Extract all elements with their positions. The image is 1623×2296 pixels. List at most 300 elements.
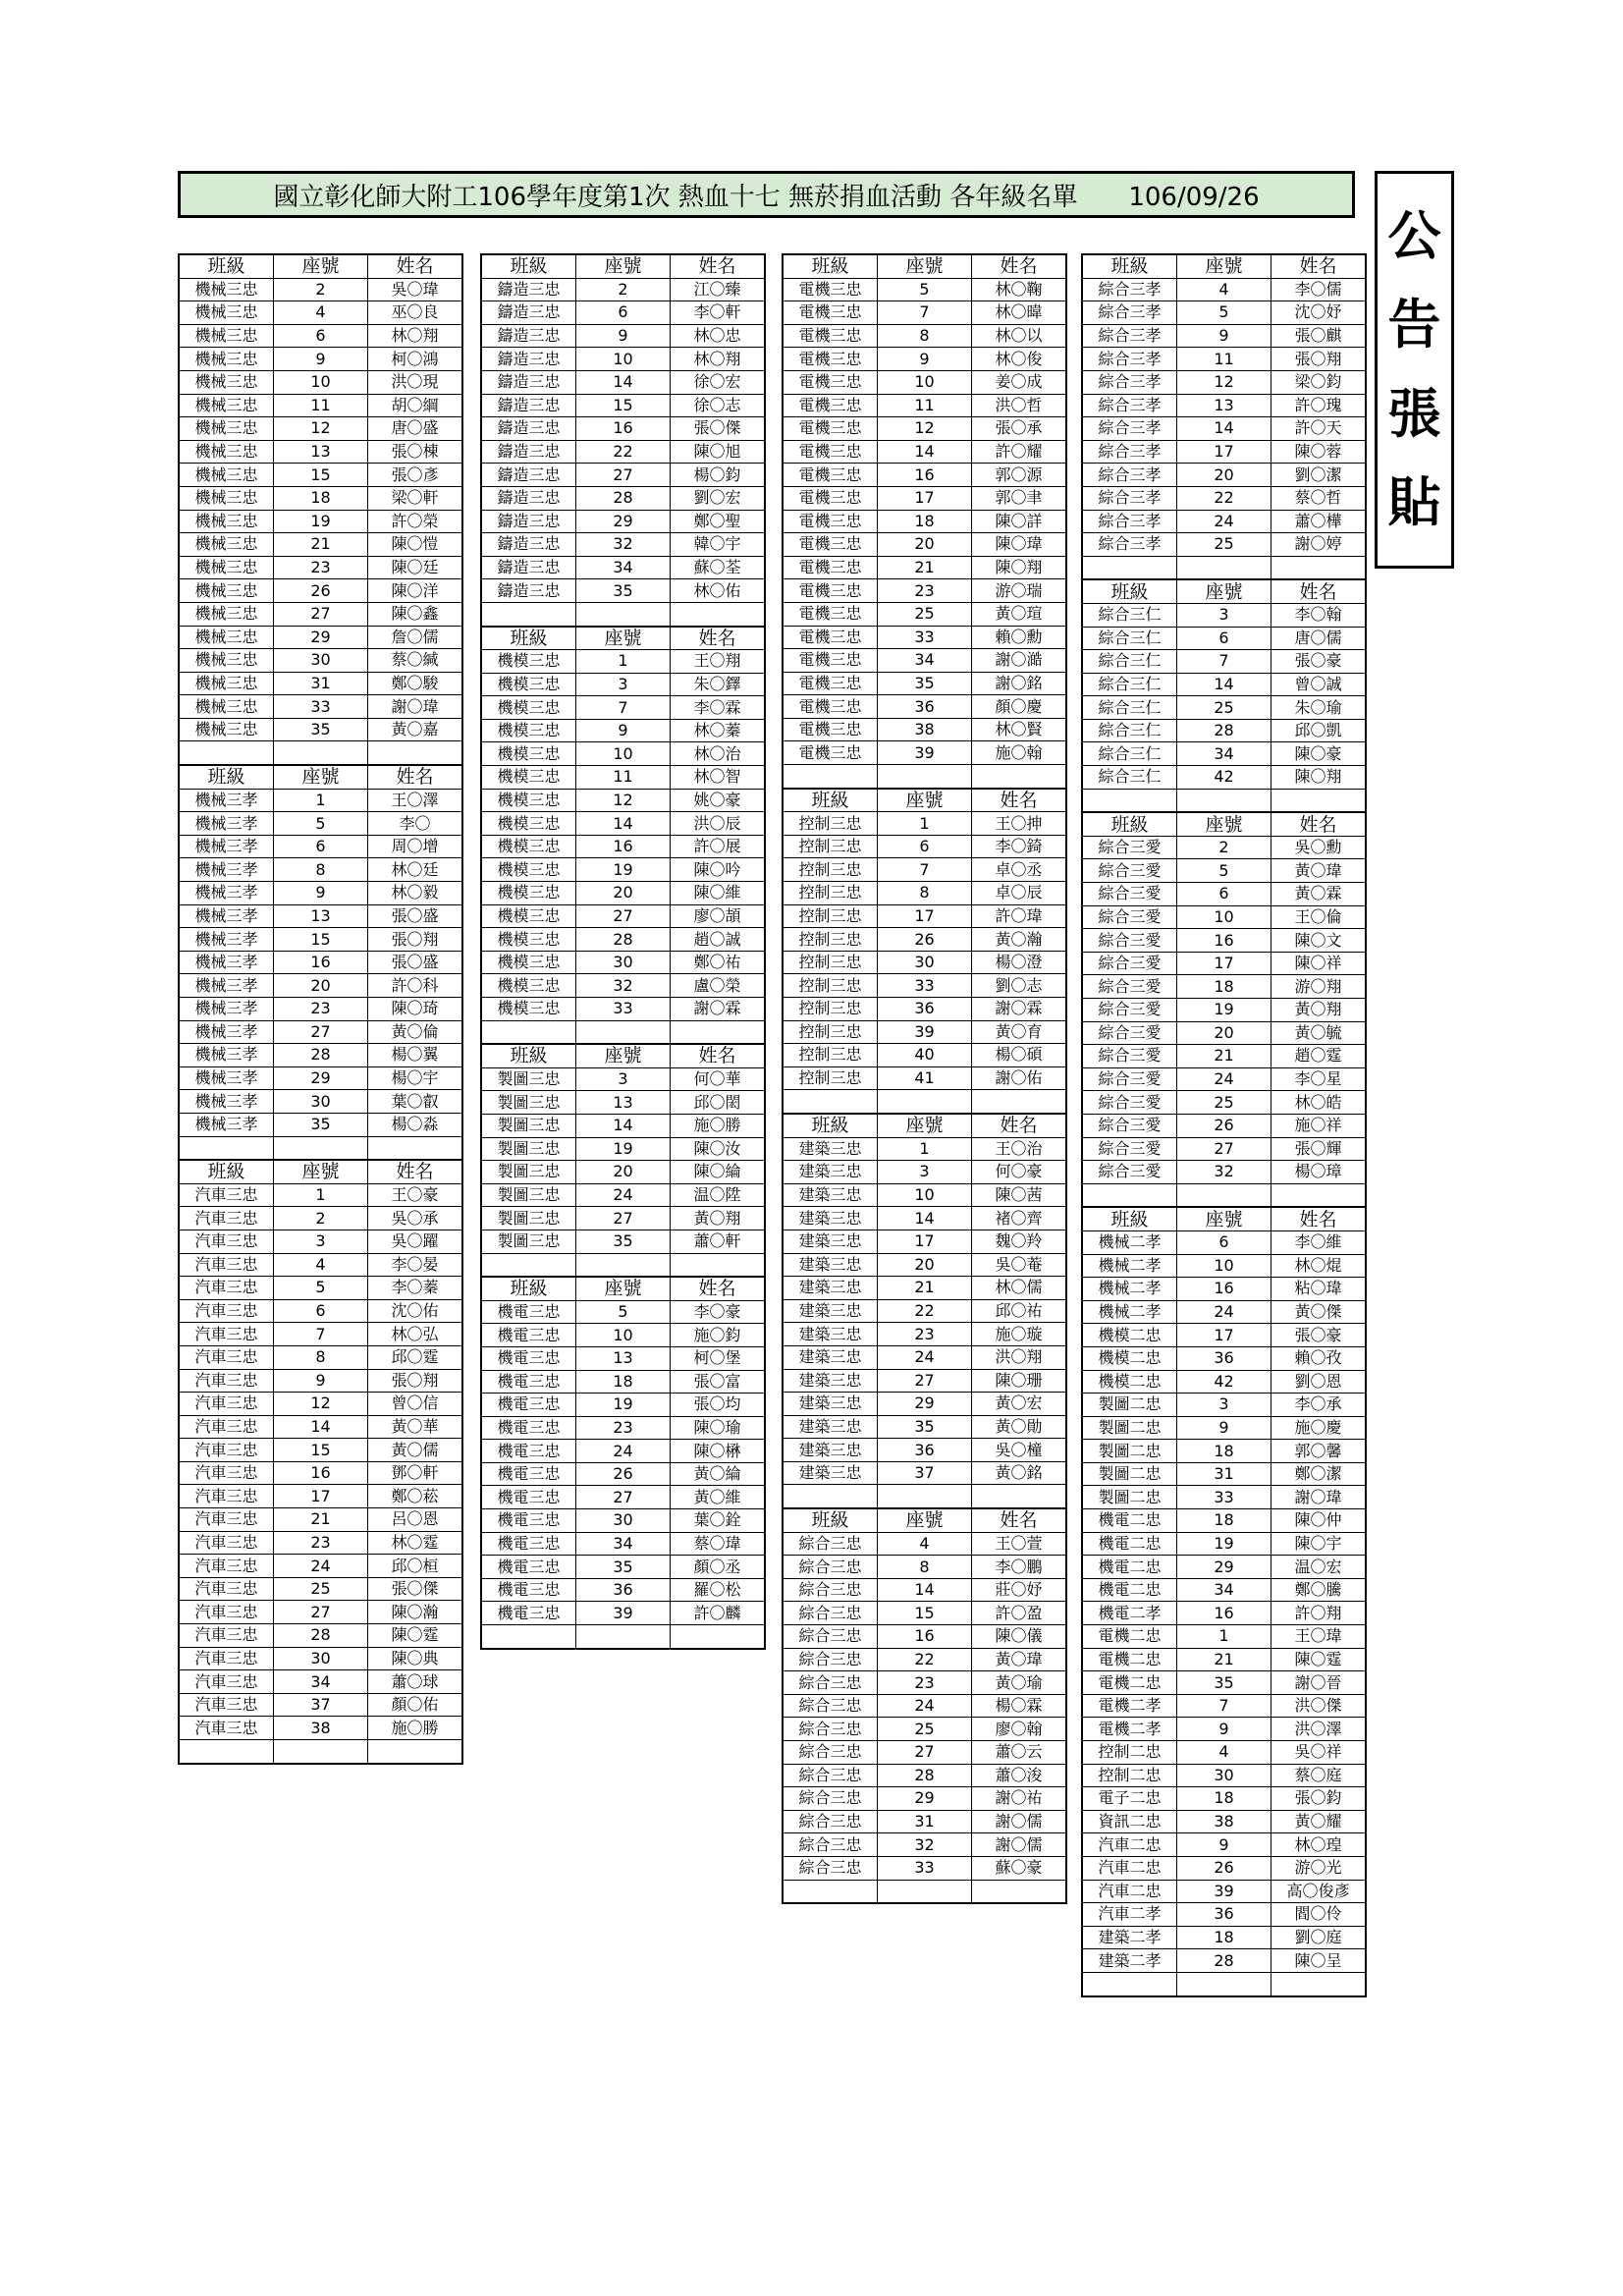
- empty-cell: [783, 765, 878, 789]
- class-cell: 機電三忠: [481, 1440, 576, 1463]
- table-row: [179, 974, 462, 998]
- name-cell: 陳〇典: [368, 1647, 463, 1670]
- name-cell: 林〇霆: [368, 1531, 463, 1555]
- name-cell: 王〇治: [972, 1137, 1067, 1161]
- class-cell: 機械三忠: [179, 440, 274, 464]
- table-row: [783, 812, 1066, 836]
- table-row: [1082, 1346, 1366, 1370]
- table-row: [783, 1556, 1066, 1579]
- table-row: [783, 1671, 1066, 1695]
- table-row: [783, 602, 1066, 626]
- table-row: [179, 1577, 462, 1601]
- table-row: [783, 1461, 1066, 1485]
- class-cell: 控制三忠: [783, 835, 878, 858]
- name-cell: 黃〇育: [972, 1020, 1067, 1044]
- table-row: [783, 741, 1066, 765]
- class-cell: 機模三忠: [481, 766, 576, 790]
- seat-cell: 21: [274, 533, 368, 557]
- seat-cell: 8: [878, 324, 972, 348]
- name-cell: 黃〇瑜: [972, 1671, 1067, 1695]
- seat-cell: 35: [576, 1230, 671, 1253]
- header-class-label: 班級: [1082, 1207, 1177, 1230]
- class-cell: 機電三忠: [481, 1486, 576, 1509]
- name-cell: 陳〇瑋: [972, 533, 1067, 557]
- class-cell: 汽車三忠: [179, 1693, 274, 1717]
- table-row: [481, 1462, 765, 1486]
- name-cell: 曾〇誠: [1271, 673, 1367, 696]
- seat-cell: 23: [878, 1671, 972, 1695]
- empty-cell: [1271, 1183, 1367, 1207]
- table-row: [1082, 836, 1366, 859]
- seat-cell: 20: [878, 1253, 972, 1277]
- empty-cell: [1271, 556, 1367, 579]
- name-cell: 吳〇菴: [972, 1253, 1067, 1277]
- name-cell: 許〇麟: [671, 1602, 766, 1625]
- name-cell: 陳〇吟: [671, 858, 766, 882]
- name-cell: 邱〇閎: [671, 1091, 766, 1115]
- name-cell: 黃〇瑋: [1271, 859, 1367, 883]
- table-row: [481, 1207, 765, 1230]
- table-row: [481, 464, 765, 487]
- name-cell: 廖〇翰: [972, 1718, 1067, 1741]
- header-name-label: 姓名: [972, 1114, 1067, 1137]
- table-header-row: [783, 789, 1066, 812]
- table-row: [783, 1323, 1066, 1346]
- name-cell: 楊〇翼: [368, 1044, 463, 1067]
- seat-cell: 30: [274, 1647, 368, 1670]
- name-cell: 施〇祥: [1271, 1114, 1367, 1137]
- seat-cell: 15: [274, 928, 368, 952]
- name-cell: 陳〇珊: [972, 1369, 1067, 1393]
- class-cell: 建築三忠: [783, 1369, 878, 1393]
- seat-cell: 5: [576, 1300, 671, 1324]
- name-cell: 黃〇翔: [1271, 999, 1367, 1022]
- group-spacer-row: [783, 765, 1066, 789]
- header-class-label: 班級: [783, 254, 878, 278]
- seat-cell: 8: [878, 882, 972, 905]
- name-cell: 盧〇榮: [671, 974, 766, 998]
- table-row: [179, 1439, 462, 1462]
- name-cell: 林〇忠: [671, 324, 766, 348]
- name-cell: 黃〇嘉: [368, 718, 463, 741]
- class-cell: 建築三忠: [783, 1415, 878, 1439]
- seat-cell: 6: [576, 301, 671, 325]
- class-cell: 機電二忠: [1082, 1509, 1177, 1533]
- empty-cell: [671, 1020, 766, 1044]
- table-row: [783, 695, 1066, 719]
- table-row: [783, 1393, 1066, 1416]
- table-row: [783, 1369, 1066, 1393]
- class-cell: 電機三忠: [783, 672, 878, 695]
- header-name-label: 姓名: [972, 1508, 1067, 1532]
- table-row: [1082, 486, 1366, 510]
- table-row: [481, 1161, 765, 1184]
- name-cell: 謝〇婷: [1271, 533, 1367, 557]
- name-cell: 張〇傑: [368, 1577, 463, 1601]
- seat-cell: 3: [576, 673, 671, 696]
- table-row: [179, 904, 462, 928]
- seat-cell: 17: [1177, 440, 1271, 464]
- header-seat-label: 座號: [1177, 579, 1271, 603]
- class-cell: 建築三忠: [783, 1461, 878, 1485]
- table-row: [1082, 394, 1366, 417]
- class-cell: 製圖三忠: [481, 1137, 576, 1161]
- name-cell: 楊〇碩: [972, 1044, 1067, 1067]
- seat-cell: 14: [1177, 673, 1271, 696]
- name-cell: 蕭〇樺: [1271, 510, 1367, 533]
- class-cell: 綜合三仁: [1082, 627, 1177, 650]
- table-row: [481, 1183, 765, 1207]
- empty-cell: [576, 602, 671, 626]
- seat-cell: 21: [1177, 1045, 1271, 1068]
- trailing-blank-row: [481, 1625, 765, 1649]
- class-cell: 汽車三忠: [179, 1299, 274, 1323]
- class-cell: 綜合三忠: [783, 1787, 878, 1811]
- seat-cell: 38: [878, 718, 972, 741]
- class-cell: 綜合三仁: [1082, 673, 1177, 696]
- class-cell: 機械三孝: [179, 928, 274, 952]
- class-cell: 機電三忠: [481, 1602, 576, 1625]
- seat-cell: 16: [576, 835, 671, 858]
- seat-cell: 22: [878, 1648, 972, 1671]
- seat-cell: 10: [1177, 1254, 1271, 1278]
- seat-cell: 28: [1177, 1949, 1271, 1973]
- name-cell: 張〇盛: [368, 904, 463, 928]
- class-cell: 建築三忠: [783, 1207, 878, 1230]
- header-name-label: 姓名: [1271, 254, 1367, 278]
- class-cell: 綜合三仁: [1082, 650, 1177, 674]
- name-cell: 張〇承: [972, 417, 1067, 441]
- table-header-row: [1082, 579, 1366, 603]
- seat-cell: 30: [576, 1509, 671, 1533]
- seat-cell: 24: [1177, 510, 1271, 533]
- table-row: [1082, 1949, 1366, 1973]
- class-cell: 汽車三忠: [179, 1555, 274, 1578]
- seat-cell: 14: [878, 1207, 972, 1230]
- seat-cell: 17: [1177, 952, 1271, 975]
- seat-cell: 17: [878, 904, 972, 928]
- name-cell: 許〇盈: [972, 1602, 1067, 1625]
- table-row: [481, 858, 765, 882]
- name-cell: 張〇輝: [1271, 1137, 1367, 1161]
- table-row: [1082, 883, 1366, 906]
- class-cell: 鑄造三忠: [481, 510, 576, 533]
- name-cell: 陳〇宇: [1271, 1532, 1367, 1556]
- table-row: [179, 579, 462, 603]
- class-cell: 綜合三愛: [1082, 952, 1177, 975]
- class-cell: 製圖三忠: [481, 1067, 576, 1091]
- class-cell: 機械二孝: [1082, 1278, 1177, 1301]
- name-cell: 張〇豪: [1271, 650, 1367, 674]
- class-cell: 汽車三忠: [179, 1439, 274, 1462]
- name-cell: 賴〇孜: [1271, 1346, 1367, 1370]
- class-cell: 機模三忠: [481, 974, 576, 998]
- seat-cell: 9: [1177, 1416, 1271, 1440]
- table-row: [783, 278, 1066, 301]
- table-row: [1082, 1370, 1366, 1394]
- seat-cell: 7: [1177, 1694, 1271, 1718]
- name-cell: 林〇毅: [368, 882, 463, 905]
- class-cell: 建築三忠: [783, 1230, 878, 1253]
- header-name-label: 姓名: [671, 1277, 766, 1300]
- name-cell: 黃〇瑋: [972, 1648, 1067, 1671]
- name-cell: 張〇鈞: [1271, 1787, 1367, 1811]
- class-cell: 汽車二孝: [1082, 1903, 1177, 1927]
- seat-cell: 1: [878, 812, 972, 836]
- empty-cell: [878, 1090, 972, 1114]
- table-header-row: [783, 254, 1066, 278]
- name-cell: 謝〇銘: [972, 672, 1067, 695]
- seat-cell: 28: [576, 486, 671, 510]
- name-cell: 楊〇淼: [368, 1113, 463, 1136]
- class-cell: 綜合三愛: [1082, 1137, 1177, 1161]
- class-cell: 機模二忠: [1082, 1370, 1177, 1394]
- seat-cell: 30: [878, 951, 972, 974]
- header-name-label: 姓名: [1271, 1207, 1367, 1230]
- seat-cell: 6: [274, 835, 368, 858]
- name-cell: 黃〇耀: [1271, 1810, 1367, 1833]
- class-cell: 資訊二忠: [1082, 1810, 1177, 1833]
- notice-char: 公: [1387, 204, 1441, 267]
- seat-cell: 26: [274, 579, 368, 603]
- header-seat-label: 座號: [576, 254, 671, 278]
- roster-column-4: [1081, 253, 1361, 1997]
- seat-cell: 17: [878, 1230, 972, 1253]
- name-cell: 林〇鞠: [972, 278, 1067, 301]
- seat-cell: 20: [1177, 1021, 1271, 1045]
- name-cell: 王〇瑋: [1271, 1625, 1367, 1649]
- table-row: [783, 1648, 1066, 1671]
- seat-cell: 1: [274, 1183, 368, 1207]
- empty-cell: [576, 1020, 671, 1044]
- name-cell: 陳〇呈: [1271, 1949, 1367, 1973]
- table-row: [179, 928, 462, 952]
- empty-cell: [368, 741, 463, 765]
- table-row: [179, 672, 462, 695]
- table-row: [783, 301, 1066, 325]
- table-row: [1082, 1741, 1366, 1765]
- seat-cell: 32: [576, 533, 671, 557]
- name-cell: 魏〇羚: [972, 1230, 1067, 1253]
- name-cell: 陳〇琦: [368, 998, 463, 1021]
- table-row: [783, 1532, 1066, 1556]
- class-cell: 機模三忠: [481, 650, 576, 674]
- name-cell: 林〇賢: [972, 718, 1067, 741]
- empty-cell: [576, 1253, 671, 1277]
- seat-cell: 14: [878, 440, 972, 464]
- table-row: [481, 394, 765, 417]
- name-cell: 黃〇維: [671, 1486, 766, 1509]
- seat-cell: 19: [576, 1137, 671, 1161]
- table-row: [1082, 1880, 1366, 1903]
- table-row: [1082, 1787, 1366, 1811]
- class-cell: 製圖二忠: [1082, 1416, 1177, 1440]
- seat-cell: 36: [1177, 1903, 1271, 1927]
- table-row: [1082, 1648, 1366, 1671]
- class-cell: 鑄造三忠: [481, 370, 576, 394]
- class-cell: 綜合三孝: [1082, 394, 1177, 417]
- name-cell: 唐〇盛: [368, 417, 463, 441]
- class-cell: 建築三忠: [783, 1277, 878, 1300]
- title-banner: [178, 171, 1355, 218]
- table-row: [481, 1486, 765, 1509]
- seat-cell: 36: [878, 1439, 972, 1462]
- class-cell: 綜合三愛: [1082, 1114, 1177, 1137]
- table-row: [481, 1440, 765, 1463]
- table-row: [783, 1137, 1066, 1161]
- table-row: [783, 486, 1066, 510]
- empty-cell: [274, 741, 368, 765]
- class-cell: 機模三忠: [481, 789, 576, 812]
- seat-cell: 15: [274, 1439, 368, 1462]
- seat-cell: 32: [878, 1833, 972, 1857]
- empty-cell: [1177, 789, 1271, 812]
- class-cell: 製圖三忠: [481, 1091, 576, 1115]
- seat-cell: 20: [274, 974, 368, 998]
- seat-cell: 34: [878, 649, 972, 673]
- table-row: [1082, 627, 1366, 650]
- seat-cell: 2: [274, 278, 368, 301]
- seat-cell: 16: [1177, 1602, 1271, 1625]
- seat-cell: 24: [576, 1440, 671, 1463]
- seat-cell: 11: [274, 394, 368, 417]
- class-cell: 汽車三忠: [179, 1323, 274, 1346]
- class-cell: 製圖二忠: [1082, 1394, 1177, 1417]
- seat-cell: 7: [576, 696, 671, 720]
- table-row: [1082, 1462, 1366, 1486]
- table-row: [481, 1230, 765, 1253]
- table-row: [1082, 929, 1366, 953]
- class-cell: 控制三忠: [783, 882, 878, 905]
- table-header-row: [481, 1277, 765, 1300]
- empty-cell: [1082, 1972, 1177, 1995]
- seat-cell: 36: [878, 695, 972, 719]
- class-cell: 控制三忠: [783, 904, 878, 928]
- table-row: [481, 1602, 765, 1625]
- class-cell: 綜合三愛: [1082, 1045, 1177, 1068]
- name-cell: 李〇鵬: [972, 1556, 1067, 1579]
- table-row: [1082, 1114, 1366, 1137]
- seat-cell: 39: [878, 1020, 972, 1044]
- group-spacer-row: [481, 1253, 765, 1277]
- seat-cell: 32: [1177, 1161, 1271, 1184]
- class-cell: 綜合三孝: [1082, 417, 1177, 441]
- table-row: [179, 1277, 462, 1300]
- header-seat-label: 座號: [274, 254, 368, 278]
- class-cell: 電機三忠: [783, 324, 878, 348]
- seat-cell: 19: [576, 858, 671, 882]
- class-cell: 鑄造三忠: [481, 324, 576, 348]
- table-row: [1082, 1556, 1366, 1579]
- seat-cell: 27: [274, 1020, 368, 1044]
- table-row: [783, 951, 1066, 974]
- seat-cell: 9: [576, 324, 671, 348]
- table-row: [783, 928, 1066, 952]
- empty-cell: [972, 765, 1067, 789]
- table-row: [481, 951, 765, 974]
- table-row: [1082, 1602, 1366, 1625]
- class-cell: 電機三忠: [783, 370, 878, 394]
- header-seat-label: 座號: [274, 1160, 368, 1183]
- table-row: [481, 1300, 765, 1324]
- empty-cell: [671, 1253, 766, 1277]
- class-cell: 綜合三孝: [1082, 348, 1177, 371]
- seat-cell: 10: [274, 370, 368, 394]
- class-cell: 電機三忠: [783, 510, 878, 533]
- table-header-row: [1082, 812, 1366, 836]
- class-cell: 鑄造三忠: [481, 440, 576, 464]
- table-row: [1082, 1764, 1366, 1787]
- class-cell: 綜合三孝: [1082, 486, 1177, 510]
- table-row: [783, 904, 1066, 928]
- name-cell: 張〇富: [671, 1370, 766, 1394]
- class-cell: 汽車三忠: [179, 1624, 274, 1648]
- seat-cell: 14: [274, 1415, 368, 1439]
- seat-cell: 20: [576, 882, 671, 905]
- seat-cell: 24: [1177, 1300, 1271, 1324]
- name-cell: 蕭〇球: [368, 1670, 463, 1694]
- table-row: [481, 510, 765, 533]
- seat-cell: 23: [274, 998, 368, 1021]
- class-cell: 電機三忠: [783, 394, 878, 417]
- seat-cell: 13: [1177, 394, 1271, 417]
- empty-cell: [274, 1740, 368, 1764]
- name-cell: 陳〇仲: [1271, 1509, 1367, 1533]
- table-row: [179, 882, 462, 905]
- seat-cell: 18: [1177, 1440, 1271, 1463]
- table-row: [481, 673, 765, 696]
- empty-cell: [179, 1136, 274, 1160]
- table-row: [1082, 1161, 1366, 1184]
- class-cell: 控制三忠: [783, 951, 878, 974]
- table-row: [1082, 650, 1366, 674]
- class-cell: 綜合三仁: [1082, 766, 1177, 790]
- name-cell: 蔡〇庭: [1271, 1764, 1367, 1787]
- seat-cell: 34: [576, 556, 671, 579]
- class-cell: 綜合三愛: [1082, 975, 1177, 999]
- table-row: [783, 1718, 1066, 1741]
- header-seat-label: 座號: [1177, 254, 1271, 278]
- group-spacer-row: [1082, 1183, 1366, 1207]
- class-cell: 汽車三忠: [179, 1601, 274, 1624]
- class-cell: 綜合三忠: [783, 1810, 878, 1833]
- seat-cell: 9: [274, 882, 368, 905]
- seat-cell: 10: [576, 348, 671, 371]
- name-cell: 周〇增: [368, 835, 463, 858]
- name-cell: 梁〇軒: [368, 486, 463, 510]
- class-cell: 電機三忠: [783, 579, 878, 603]
- seat-cell: 10: [878, 1183, 972, 1207]
- class-cell: 綜合三愛: [1082, 883, 1177, 906]
- empty-cell: [972, 1880, 1067, 1903]
- class-cell: 綜合三孝: [1082, 324, 1177, 348]
- empty-cell: [783, 1090, 878, 1114]
- table-row: [1082, 1300, 1366, 1324]
- name-cell: 黃〇瑄: [972, 602, 1067, 626]
- class-cell: 電機三忠: [783, 486, 878, 510]
- seat-cell: 15: [274, 464, 368, 487]
- class-cell: 機械三忠: [179, 464, 274, 487]
- class-cell: 汽車三忠: [179, 1670, 274, 1694]
- name-cell: 蘇〇豪: [972, 1856, 1067, 1880]
- seat-cell: 6: [878, 835, 972, 858]
- name-cell: 卓〇辰: [972, 882, 1067, 905]
- class-cell: 綜合三愛: [1082, 1021, 1177, 1045]
- seat-cell: 4: [878, 1532, 972, 1556]
- table-row: [179, 1393, 462, 1416]
- class-cell: 鑄造三忠: [481, 278, 576, 301]
- seat-cell: 24: [576, 1183, 671, 1207]
